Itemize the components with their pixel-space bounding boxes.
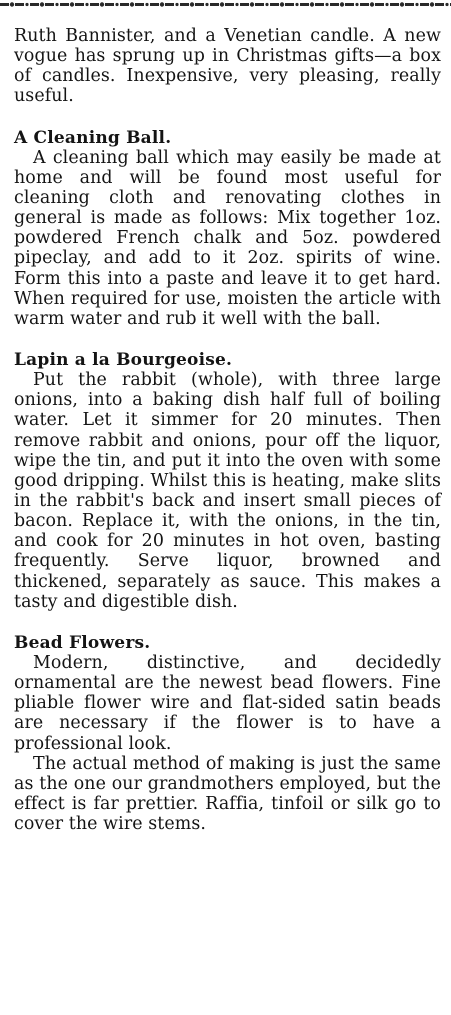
section-paragraph: The actual method of making is just the same as the one our grandmothers employed, but the effect is far prettier. Raffia, tinfoil or silk go to cover the wire stems. (14, 753, 441, 835)
section-heading-cleaning-ball: A Cleaning Ball. (14, 127, 172, 148)
border-dash (315, 3, 324, 6)
border-dot (130, 2, 134, 6)
border-dot (325, 3, 328, 6)
border-dot (280, 2, 284, 6)
border-dot (145, 3, 148, 6)
border-dot (85, 3, 88, 6)
border-dot (10, 2, 14, 6)
border-dot (205, 3, 208, 6)
border-dash (135, 3, 144, 6)
border-dash (195, 3, 204, 6)
border-dash (60, 3, 69, 6)
border-dash (360, 3, 369, 6)
border-dash (75, 3, 84, 6)
border-dash (255, 3, 264, 6)
border-dash (45, 3, 54, 6)
border-dash (165, 3, 174, 6)
section-paragraph: Modern, distinctive, and decidedly ornamental are the newest bead flowers. Fine pliable flower wire and flat-sided satin beads are necessary if the flower is to have a professional look. (14, 652, 441, 754)
section-heading-lapin: Lapin a la Bourgeoise. (14, 350, 233, 371)
border-dash (345, 3, 354, 6)
section-paragraph: Put the rabbit (whole), with three large onions, into a baking dish half full of boiling water. Let it simmer for 20 minutes. Then remove rabbit and onions, pour off the liquor, wipe the tin, and put it into the oven with some good dripping. Whilst this is heating, make slits in the rabbit's back and insert small pieces of bacon. Replace it, with the onions, in the tin, and cook for 20 minutes in hot oven, basting frequently. Serve liquor, browned and thickened, separately as sauce. This makes a tasty and digestible dish. (14, 370, 441, 612)
section-heading-bead-flowers: Bead Flowers. (14, 632, 151, 653)
border-dot (235, 3, 238, 6)
article-column (14, 26, 441, 834)
section-bead-flowers (14, 633, 441, 834)
border-dash (240, 3, 249, 6)
border-dash (15, 3, 24, 6)
border-dash (375, 3, 384, 6)
border-dot (355, 3, 358, 6)
border-dash (285, 3, 294, 6)
border-dot (385, 3, 388, 6)
decorative-border-rule (0, 0, 451, 10)
section-paragraph: A cleaning ball which may easily be made at home and will be found most useful for cleaning cloth and renovating clothes in general is made as follows: Mix together 1oz. powdered French chalk and 5oz. powdered pipeclay, and add to it 2oz. spirits of wine. Form this into a paste and leave it to get hard. When required for use, moisten the article with warm water and rub it well with the ball. (14, 147, 441, 329)
border-dash (405, 3, 414, 6)
border-dot (160, 2, 164, 6)
border-dash (390, 3, 399, 6)
border-dash (150, 3, 159, 6)
border-dash (270, 3, 279, 6)
border-dot (55, 3, 58, 6)
border-dot (310, 2, 314, 6)
border-dot (430, 2, 434, 6)
border-dash (435, 3, 444, 6)
border-dash (105, 3, 114, 6)
border-dash (300, 3, 309, 6)
border-dot (415, 3, 418, 6)
border-dash (210, 3, 219, 6)
border-dash (90, 3, 99, 6)
border-dash (180, 3, 189, 6)
border-dot (265, 3, 268, 6)
border-dash (420, 3, 429, 6)
border-dot (220, 2, 224, 6)
border-dot (175, 3, 178, 6)
border-dot (40, 2, 44, 6)
border-dot (370, 2, 374, 6)
border-dot (400, 2, 404, 6)
border-dot (70, 2, 74, 6)
border-dash (0, 3, 9, 6)
border-dot (250, 2, 254, 6)
border-dot (295, 3, 298, 6)
section-cleaning-ball (14, 128, 441, 329)
border-dash (330, 3, 339, 6)
intro-paragraph: Ruth Bannister, and a Venetian candle. A new vogue has sprung up in Christmas gifts—a box of candles. Inexpensive, very pleasing, really useful. (14, 26, 441, 107)
border-dash (120, 3, 129, 6)
border-dot (115, 3, 118, 6)
border-dot (445, 3, 448, 6)
border-dot (100, 2, 104, 6)
border-dash (30, 3, 39, 6)
section-lapin-bourgeoise (14, 350, 441, 612)
border-dash (225, 3, 234, 6)
border-dot (25, 3, 28, 6)
border-dot (340, 2, 344, 6)
border-dot (190, 2, 194, 6)
